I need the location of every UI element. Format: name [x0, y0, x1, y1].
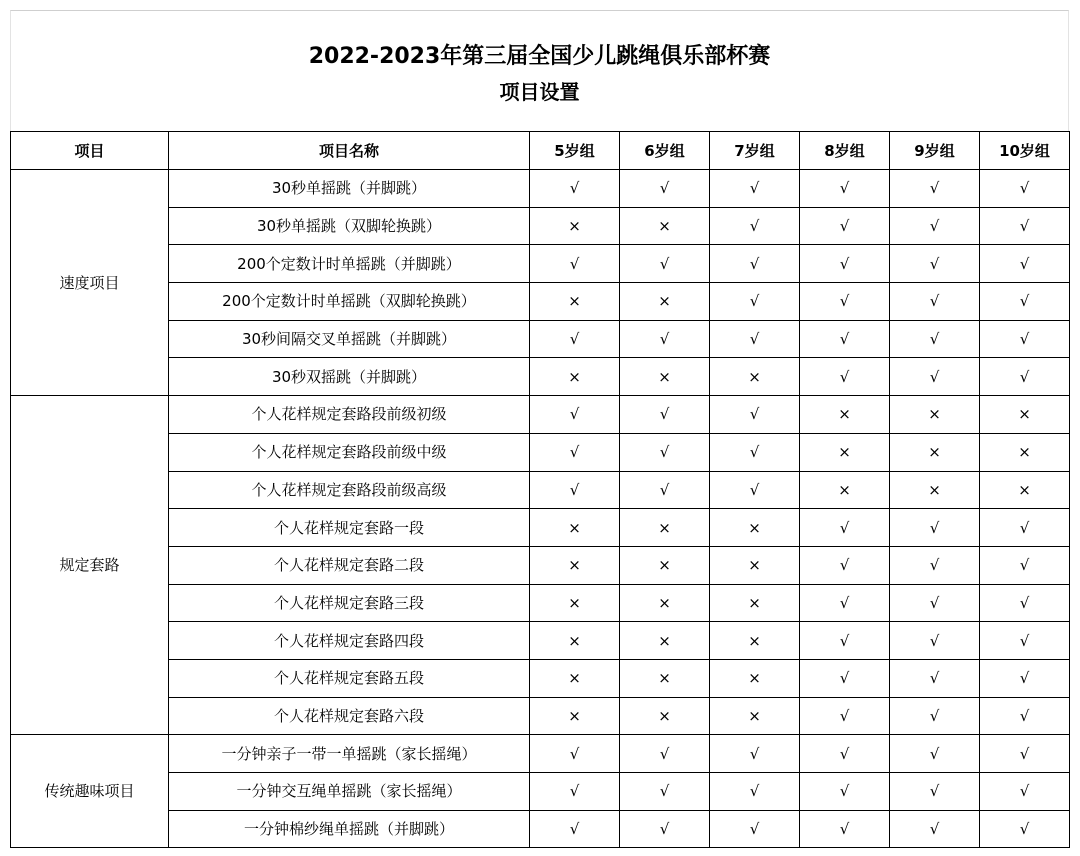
availability-mark: ×: [890, 396, 980, 434]
availability-mark: √: [800, 773, 890, 811]
event-name-cell: 个人花样规定套路六段: [169, 697, 530, 735]
availability-mark: ×: [530, 584, 620, 622]
availability-mark: √: [800, 735, 890, 773]
availability-mark: √: [800, 659, 890, 697]
event-name-cell: 个人花样规定套路五段: [169, 659, 530, 697]
table-row: [11, 697, 1070, 735]
event-name-cell: 200个定数计时单摇跳（并脚跳）: [169, 245, 530, 283]
event-settings-document: [10, 10, 1069, 848]
availability-mark: ×: [710, 622, 800, 660]
availability-mark: √: [710, 396, 800, 434]
event-name-cell: 一分钟交互绳单摇跳（家长摇绳）: [169, 773, 530, 811]
table-row: [11, 546, 1070, 584]
availability-mark: √: [530, 396, 620, 434]
header-row: [11, 132, 1070, 170]
availability-mark: √: [980, 320, 1070, 358]
category-cell: 传统趣味项目: [11, 735, 169, 848]
availability-mark: √: [710, 735, 800, 773]
event-name-cell: 个人花样规定套路段前级中级: [169, 433, 530, 471]
table-row: [11, 170, 1070, 208]
availability-mark: √: [710, 170, 800, 208]
availability-mark: √: [800, 584, 890, 622]
availability-mark: √: [980, 810, 1070, 848]
availability-mark: √: [890, 509, 980, 547]
availability-mark: √: [800, 697, 890, 735]
availability-mark: ×: [530, 697, 620, 735]
category-cell: 速度项目: [11, 170, 169, 396]
availability-mark: √: [530, 773, 620, 811]
event-name-cell: 30秒双摇跳（并脚跳）: [169, 358, 530, 396]
availability-mark: ×: [620, 283, 710, 321]
document-title: 2022-2023年第三届全国少儿跳绳俱乐部杯赛: [308, 44, 771, 69]
availability-mark: √: [800, 546, 890, 584]
availability-mark: √: [890, 659, 980, 697]
table-row: [11, 810, 1070, 848]
table-row: [11, 396, 1070, 434]
header-age-9: 9岁组: [890, 132, 980, 170]
event-name-cell: 一分钟亲子一带一单摇跳（家长摇绳）: [169, 735, 530, 773]
availability-mark: ×: [530, 283, 620, 321]
availability-mark: √: [530, 433, 620, 471]
availability-mark: √: [800, 358, 890, 396]
table-row: [11, 659, 1070, 697]
availability-mark: ×: [530, 358, 620, 396]
availability-mark: √: [710, 773, 800, 811]
availability-mark: ×: [620, 584, 710, 622]
availability-mark: ×: [620, 659, 710, 697]
availability-mark: √: [980, 509, 1070, 547]
event-name-cell: 30秒间隔交叉单摇跳（并脚跳）: [169, 320, 530, 358]
availability-mark: √: [530, 735, 620, 773]
availability-mark: √: [530, 170, 620, 208]
availability-mark: √: [710, 433, 800, 471]
availability-mark: ×: [890, 433, 980, 471]
availability-mark: √: [800, 170, 890, 208]
header-event-name: 项目名称: [169, 132, 530, 170]
table-row: [11, 584, 1070, 622]
availability-mark: √: [620, 810, 710, 848]
availability-mark: √: [890, 207, 980, 245]
header-age-6: 6岁组: [620, 132, 710, 170]
availability-mark: ×: [530, 509, 620, 547]
category-cell: 规定套路: [11, 396, 169, 735]
availability-mark: √: [710, 283, 800, 321]
availability-mark: √: [980, 584, 1070, 622]
availability-mark: √: [620, 170, 710, 208]
availability-mark: √: [530, 245, 620, 283]
table-row: [11, 471, 1070, 509]
header-age-7: 7岁组: [710, 132, 800, 170]
availability-mark: ×: [530, 659, 620, 697]
table-body: [11, 170, 1070, 848]
availability-mark: ×: [800, 471, 890, 509]
availability-mark: ×: [620, 546, 710, 584]
availability-mark: √: [800, 245, 890, 283]
availability-mark: √: [980, 170, 1070, 208]
table-row: [11, 207, 1070, 245]
table-row: [11, 509, 1070, 547]
availability-mark: √: [890, 810, 980, 848]
availability-mark: √: [890, 320, 980, 358]
availability-mark: √: [890, 245, 980, 283]
availability-mark: ×: [710, 546, 800, 584]
availability-mark: ×: [620, 622, 710, 660]
event-name-cell: 一分钟棉纱绳单摇跳（并脚跳）: [169, 810, 530, 848]
availability-mark: √: [800, 509, 890, 547]
availability-mark: ×: [710, 509, 800, 547]
availability-mark: √: [620, 396, 710, 434]
availability-mark: √: [530, 320, 620, 358]
availability-mark: √: [620, 735, 710, 773]
availability-mark: √: [980, 735, 1070, 773]
header-category: 项目: [11, 132, 169, 170]
availability-mark: √: [980, 207, 1070, 245]
availability-mark: ×: [530, 207, 620, 245]
title-block: [10, 10, 1069, 131]
header-age-8: 8岁组: [800, 132, 890, 170]
availability-mark: √: [980, 697, 1070, 735]
availability-mark: ×: [710, 358, 800, 396]
availability-mark: √: [620, 320, 710, 358]
availability-mark: √: [890, 546, 980, 584]
availability-mark: ×: [710, 697, 800, 735]
table-row: [11, 622, 1070, 660]
availability-mark: √: [530, 471, 620, 509]
event-name-cell: 个人花样规定套路段前级高级: [169, 471, 530, 509]
availability-mark: ×: [980, 433, 1070, 471]
availability-mark: √: [890, 622, 980, 660]
availability-mark: √: [800, 283, 890, 321]
availability-mark: ×: [620, 697, 710, 735]
table-row: [11, 433, 1070, 471]
availability-mark: √: [710, 810, 800, 848]
event-name-cell: 个人花样规定套路三段: [169, 584, 530, 622]
availability-mark: √: [800, 320, 890, 358]
table-row: [11, 735, 1070, 773]
availability-mark: √: [890, 358, 980, 396]
availability-mark: ×: [620, 358, 710, 396]
table-row: [11, 283, 1070, 321]
availability-mark: √: [890, 170, 980, 208]
availability-mark: √: [890, 773, 980, 811]
availability-mark: ×: [890, 471, 980, 509]
availability-mark: √: [620, 433, 710, 471]
availability-mark: ×: [710, 584, 800, 622]
availability-mark: √: [980, 245, 1070, 283]
event-name-cell: 个人花样规定套路一段: [169, 509, 530, 547]
availability-mark: ×: [980, 396, 1070, 434]
availability-mark: √: [890, 735, 980, 773]
availability-mark: ×: [800, 433, 890, 471]
document-subtitle: 项目设置: [499, 80, 580, 104]
availability-mark: √: [890, 283, 980, 321]
availability-mark: √: [800, 810, 890, 848]
availability-mark: √: [980, 358, 1070, 396]
availability-mark: ×: [530, 546, 620, 584]
header-age-5: 5岁组: [530, 132, 620, 170]
availability-mark: √: [980, 283, 1070, 321]
availability-mark: √: [980, 773, 1070, 811]
header-age-10: 10岁组: [980, 132, 1070, 170]
table-row: [11, 358, 1070, 396]
availability-mark: √: [620, 471, 710, 509]
availability-mark: √: [710, 320, 800, 358]
event-name-cell: 个人花样规定套路段前级初级: [169, 396, 530, 434]
event-name-cell: 个人花样规定套路二段: [169, 546, 530, 584]
availability-mark: √: [710, 207, 800, 245]
availability-mark: √: [620, 773, 710, 811]
availability-mark: √: [620, 245, 710, 283]
event-name-cell: 30秒单摇跳（双脚轮换跳）: [169, 207, 530, 245]
table-row: [11, 320, 1070, 358]
availability-mark: ×: [620, 509, 710, 547]
table-row: [11, 773, 1070, 811]
availability-mark: √: [710, 471, 800, 509]
availability-mark: ×: [620, 207, 710, 245]
availability-mark: √: [980, 659, 1070, 697]
event-name-cell: 200个定数计时单摇跳（双脚轮换跳）: [169, 283, 530, 321]
availability-mark: √: [800, 207, 890, 245]
event-table: [10, 131, 1070, 848]
event-name-cell: 30秒单摇跳（并脚跳）: [169, 170, 530, 208]
event-name-cell: 个人花样规定套路四段: [169, 622, 530, 660]
availability-mark: √: [980, 546, 1070, 584]
availability-mark: √: [800, 622, 890, 660]
availability-mark: ×: [980, 471, 1070, 509]
availability-mark: ×: [710, 659, 800, 697]
availability-mark: ×: [530, 622, 620, 660]
availability-mark: ×: [800, 396, 890, 434]
availability-mark: √: [890, 697, 980, 735]
availability-mark: √: [530, 810, 620, 848]
availability-mark: √: [710, 245, 800, 283]
availability-mark: √: [980, 622, 1070, 660]
table-row: [11, 245, 1070, 283]
availability-mark: √: [890, 584, 980, 622]
